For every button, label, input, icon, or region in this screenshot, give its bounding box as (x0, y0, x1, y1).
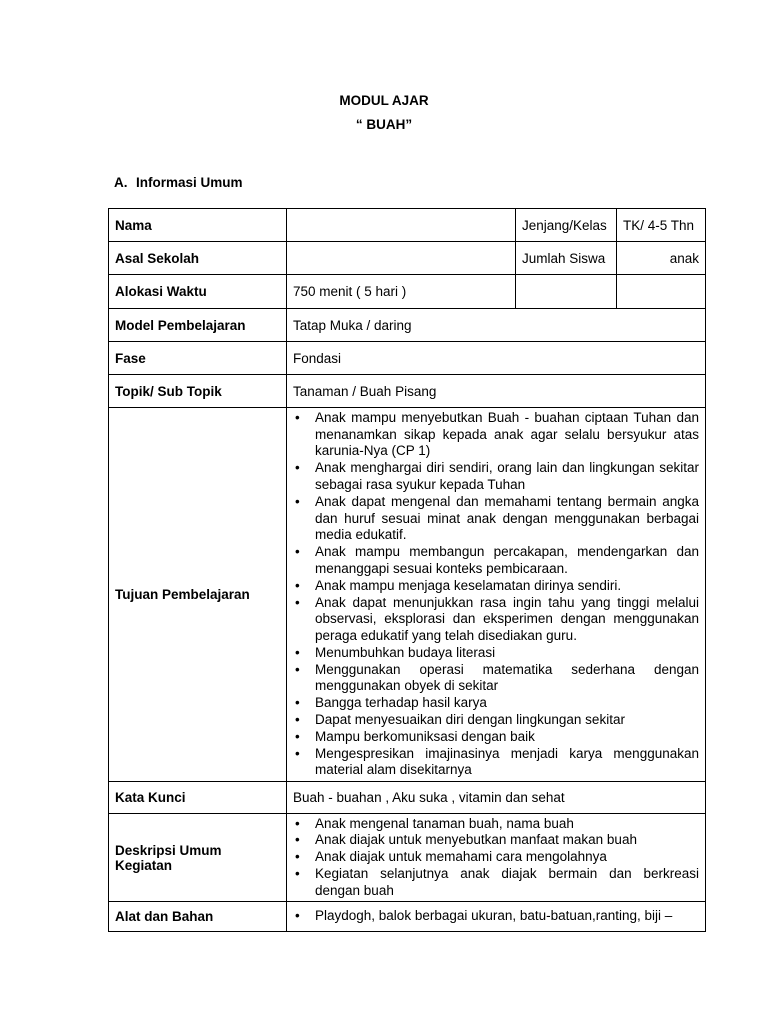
alokasi-label: Alokasi Waktu (109, 275, 287, 309)
document-subtitle: “ BUAH” (355, 117, 413, 132)
list-item: • Mampu berkomuniksasi dengan baik (293, 729, 699, 746)
nama-value (287, 209, 516, 242)
deskripsi-label: Deskripsi Umum Kegiatan (109, 814, 287, 902)
list-item: • Anak mengenal tanaman buah, nama buah (293, 816, 699, 833)
empty-cell (617, 275, 706, 309)
list-item: • Anak mampu membangun percakapan, mendengarkan dan menanggapi sesuai konteks pembicaraan. (293, 544, 699, 578)
model-label: Model Pembelajaran (109, 309, 287, 342)
kata-kunci-value: Buah - buahan , Aku suka , vitamin dan sehat (287, 782, 706, 814)
alat-label: Alat dan Bahan (109, 902, 287, 932)
fase-label: Fase (109, 342, 287, 375)
asal-sekolah-label: Asal Sekolah (109, 242, 287, 275)
list-item: • Anak diajak untuk memahami cara mengolahnya (293, 849, 699, 866)
table-row-topik (109, 375, 706, 408)
table-row-alat (109, 902, 706, 932)
list-item: • Dapat menyesuaikan diri dengan lingkungan sekitar (293, 712, 699, 729)
table-row-nama (109, 209, 706, 242)
section-heading (114, 175, 243, 190)
jenjang-value: TK/ 4-5 Thn (617, 209, 706, 242)
table-row-alokasi (109, 275, 706, 309)
topik-label: Topik/ Sub Topik (109, 375, 287, 408)
list-item: • Bangga terhadap hasil karya (293, 695, 699, 712)
empty-cell (516, 275, 617, 309)
alat-list (293, 908, 699, 925)
list-item: • Playdogh, balok berbagai ukuran, batu-batuan,ranting, biji – (293, 908, 699, 925)
fase-value: Fondasi (287, 342, 706, 375)
jumlah-siswa-value: anak (617, 242, 706, 275)
jenjang-label: Jenjang/Kelas (516, 209, 617, 242)
deskripsi-list (293, 816, 699, 900)
list-item: • Menumbuhkan budaya literasi (293, 645, 699, 662)
list-item: • Mengespresikan imajinasinya menjadi karya menggunakan material alam disekitarnya (293, 746, 699, 780)
document-title: MODUL AJAR (339, 93, 429, 108)
table-row-kata-kunci (109, 782, 706, 814)
list-item: • Anak diajak untuk menyebutkan manfaat makan buah (293, 832, 699, 849)
alokasi-value: 750 menit ( 5 hari ) (287, 275, 516, 309)
list-item: • Kegiatan selanjutnya anak diajak bermain dan berkreasi dengan buah (293, 866, 699, 900)
kata-kunci-label: Kata Kunci (109, 782, 287, 814)
list-item: • Menggunakan operasi matematika sederhana dengan menggunakan obyek di sekitar (293, 662, 699, 696)
list-item: • Anak mampu menjaga keselamatan dirinya sendiri. (293, 578, 699, 595)
deskripsi-cell (287, 814, 706, 902)
nama-label: Nama (109, 209, 287, 242)
alat-cell (287, 902, 706, 932)
table-row-asal-sekolah (109, 242, 706, 275)
model-value: Tatap Muka / daring (287, 309, 706, 342)
jumlah-siswa-label: Jumlah Siswa (516, 242, 617, 275)
asal-sekolah-value (287, 242, 516, 275)
table-row-fase (109, 342, 706, 375)
info-table (108, 208, 706, 932)
tujuan-label: Tujuan Pembelajaran (109, 408, 287, 782)
table-row-tujuan (109, 408, 706, 782)
list-item: • Anak dapat menunjukkan rasa ingin tahu yang tinggi melalui observasi, eksplorasi dan eksperimen dengan menggunakan peraga edukatif yang telah disediakan guru. (293, 595, 699, 645)
list-item: • Anak menghargai diri sendiri, orang lain dan lingkungan sekitar sebagai rasa syukur kepada Tuhan (293, 460, 699, 494)
list-item: • Anak dapat mengenal dan memahami tentang bermain angka dan huruf sesuai minat anak dengan menggunakan berbagai media edukatif. (293, 494, 699, 544)
tujuan-cell (287, 408, 706, 782)
section-number: A. (114, 175, 128, 190)
table-row-model (109, 309, 706, 342)
tujuan-list (293, 410, 699, 780)
list-item: • Anak mampu menyebutkan Buah - buahan ciptaan Tuhan dan menanamkan sikap kepada anak agar selalu bersyukur atas karunia-Nya (CP 1) (293, 410, 699, 460)
table-row-deskripsi (109, 814, 706, 902)
topik-value: Tanaman / Buah Pisang (287, 375, 706, 408)
section-label: Informasi Umum (136, 175, 243, 190)
